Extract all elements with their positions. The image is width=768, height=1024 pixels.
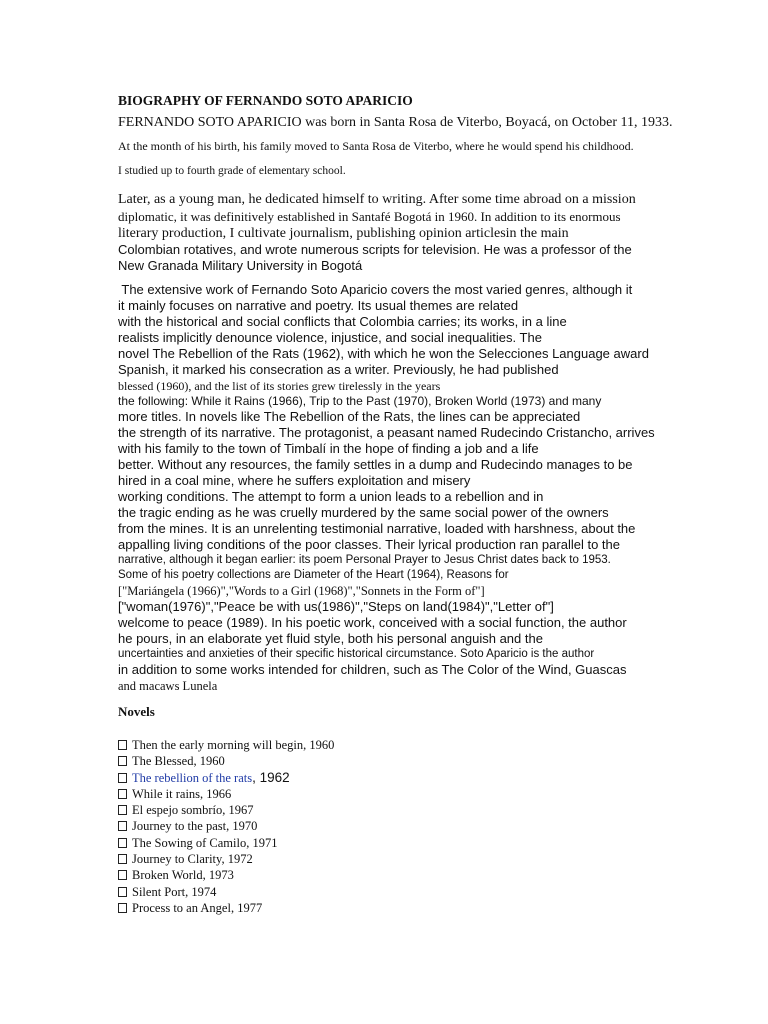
list-item: The Sowing of Camilo, 1971	[118, 835, 678, 851]
novel-link[interactable]: The rebellion of the rats	[132, 770, 253, 785]
career-paragraph	[118, 191, 678, 274]
bullet-icon	[118, 805, 127, 815]
work-paragraph	[118, 282, 678, 694]
list-item: Journey to Clarity, 1972	[118, 851, 678, 867]
list-item: While it rains, 1966	[118, 786, 678, 802]
bullet-icon	[118, 887, 127, 897]
work-line: with his family to the town of Timbalí in the hope of finding a job and a life	[118, 441, 539, 456]
work-line: ["Mariángela (1966)","Words to a Girl (1968)","Sonnets in the Form of"]	[118, 584, 485, 598]
work-line: the strength of its narrative. The protagonist, a peasant named Rudecindo Cristancho, arrives	[118, 425, 655, 440]
work-line: the tragic ending as he was cruelly murdered by the same social power of the owners	[118, 505, 609, 520]
career-line: Colombian rotatives, and wrote numerous scripts for television. He was a professor of the	[118, 242, 632, 257]
work-line: novel The Rebellion of the Rats (1962), with which he won the Selecciones Language award	[118, 346, 649, 361]
childhood-paragraph: At the month of his birth, his family moved to Santa Rosa de Viterbo, where he would spend his childhood.	[118, 139, 634, 153]
work-line: working conditions. The attempt to form a union leads to a rebellion and in	[118, 489, 544, 504]
list-item: The Blessed, 1960	[118, 753, 678, 769]
list-item: Process to an Angel, 1977	[118, 900, 678, 916]
work-line: it mainly focuses on narrative and poetry. Its usual themes are related	[118, 298, 519, 313]
bullet-icon	[118, 854, 127, 864]
work-line: in addition to some works intended for children, such as The Color of the Wind, Guascas	[118, 662, 627, 677]
list-item: El espejo sombrío, 1967	[118, 802, 678, 818]
bullet-icon	[118, 740, 127, 750]
page-title: BIOGRAPHY OF FERNANDO SOTO APARICIO	[118, 93, 413, 108]
work-line: Some of his poetry collections are Diameter of the Heart (1964), Reasons for	[118, 569, 509, 581]
bullet-icon	[118, 789, 127, 799]
career-line: Later, as a young man, he dedicated himself to writing. After some time abroad on a mission	[118, 192, 636, 207]
work-line: appalling living conditions of the poor classes. Their lyrical production ran parallel to the	[118, 537, 620, 552]
bullet-icon	[118, 773, 127, 783]
work-line: welcome to peace (1989). In his poetic work, conceived with a social function, the author	[118, 615, 627, 630]
list-item: Journey to the past, 1970	[118, 818, 678, 834]
novels-heading: Novels	[118, 704, 155, 719]
work-line: he pours, in an elaborate yet fluid style, both his personal anguish and the	[118, 631, 543, 646]
novel-year: , 1962	[252, 769, 290, 785]
bullet-icon	[118, 903, 127, 913]
bullet-icon	[118, 870, 127, 880]
bullet-icon	[118, 756, 127, 766]
work-line: with the historical and social conflicts that Colombia carries; its works, in a line	[118, 314, 567, 329]
work-line: narrative, although it began earlier: its poem Personal Prayer to Jesus Christ dates back to 1953.	[118, 554, 611, 566]
work-line: better. Without any resources, the family settles in a dump and Rudecindo manages to be	[118, 457, 633, 472]
work-line: The extensive work of Fernando Soto Aparicio covers the most varied genres, although it	[118, 282, 633, 297]
intro-paragraph: FERNANDO SOTO APARICIO was born in Santa Rosa de Viterbo, Boyacá, on October 11, 1933.	[118, 115, 673, 130]
novels-list	[118, 737, 678, 916]
bullet-icon	[118, 821, 127, 831]
work-line: uncertainties and anxieties of their specific historical circumstance. Soto Aparicio is the author	[118, 648, 595, 660]
work-line: blessed (1960), and the list of its stories grew tirelessly in the years	[118, 379, 441, 393]
work-line: more titles. In novels like The Rebellion of the Rats, the lines can be appreciated	[118, 409, 581, 424]
career-line: diplomatic, it was definitively established in Santafé Bogotá in 1960. In addition to its enormous	[118, 209, 621, 224]
school-paragraph: I studied up to fourth grade of elementary school.	[118, 165, 346, 177]
list-item: Broken World, 1973	[118, 867, 678, 883]
bullet-icon	[118, 838, 127, 848]
work-line: ["woman(1976)","Peace be with us(1986)","Steps on land(1984)","Letter of"]	[118, 599, 554, 614]
work-line: Spanish, it marked his consecration as a writer. Previously, he had published	[118, 362, 559, 377]
work-line: realists implicitly denounce violence, injustice, and social inequalities. The	[118, 330, 542, 345]
list-item	[118, 770, 678, 786]
career-line: literary production, I cultivate journalism, publishing opinion articlesin the main	[118, 226, 569, 241]
work-line: from the mines. It is an unrelenting testimonial narrative, loaded with harshness, about the	[118, 521, 636, 536]
career-line: New Granada Military University in Bogotá	[118, 258, 363, 273]
work-line: and macaws Lunela	[118, 679, 218, 693]
list-item: Silent Port, 1974	[118, 884, 678, 900]
work-line: hired in a coal mine, where he suffers exploitation and misery	[118, 473, 471, 488]
document-page	[118, 93, 678, 916]
work-line: the following: While it Rains (1966), Trip to the Past (1970), Broken World (1973) and many	[118, 394, 602, 408]
list-item: Then the early morning will begin, 1960	[118, 737, 678, 753]
